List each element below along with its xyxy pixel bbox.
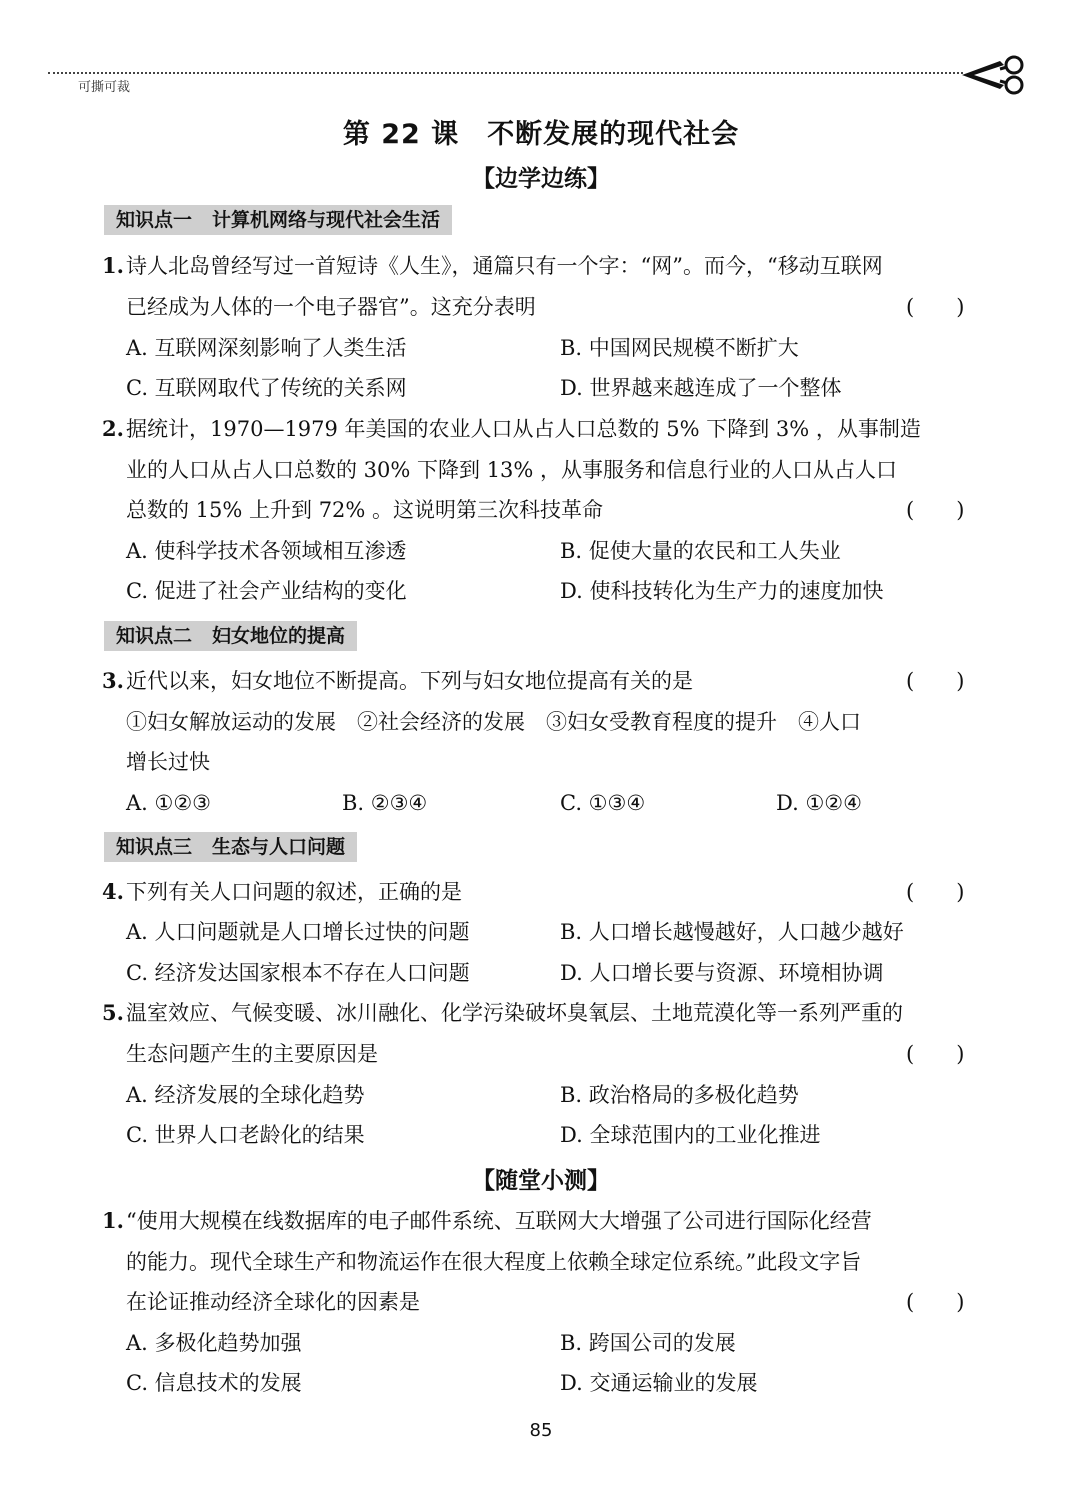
question-text: 据统计，1970—1979 年美国的农业人口从占人口总数的 5% 下降到 3% ，从事制造: [126, 417, 921, 441]
question-text: ①妇女解放运动的发展 ②社会经济的发展 ③妇女受教育程度的提升 ④人口: [126, 710, 861, 734]
question-text: 的能力。现代全球生产和物流运作在很大程度上依赖全球定位系统。”此段文字旨: [126, 1250, 862, 1274]
question-text: 总数的 15% 上升到 72% 。这说明第三次科技革命: [126, 498, 604, 522]
lesson-name: 不断发展的现代社会: [487, 119, 740, 150]
option-a: A. 经济发展的全球化趋势: [126, 1083, 365, 1107]
page-number: 85: [529, 1420, 553, 1441]
kp-title: 计算机网络与现代社会生活: [212, 209, 441, 231]
question-number: 4.: [102, 879, 124, 904]
option-c: C. 经济发达国家根本不存在人口问题: [126, 961, 470, 985]
lesson-number: 第 22 课: [342, 119, 460, 150]
option-b: B. 人口增长越慢越好，人口越少越好: [560, 920, 904, 944]
question-text: 已经成为人体的一个电子器官”。这充分表明: [126, 295, 536, 319]
question-text: 增长过快: [126, 750, 210, 774]
option-b: B. 跨国公司的发展: [560, 1331, 736, 1355]
option-d: D. 交通运输业的发展: [560, 1371, 758, 1395]
option-a: A. 使科学技术各领域相互渗透: [126, 539, 407, 563]
option-a: A. 人口问题就是人口增长过快的问题: [126, 920, 470, 944]
option-b: B. 中国网民规模不断扩大: [560, 336, 799, 360]
cut-line: [48, 72, 963, 74]
knowledge-point-1: [104, 205, 452, 235]
answer-bracket[interactable]: ( ): [906, 295, 965, 319]
question-text: 下列有关人口问题的叙述，正确的是: [126, 880, 462, 904]
question-number: 5.: [102, 1000, 124, 1025]
option-a: A. 互联网深刻影响了人类生活: [126, 336, 407, 360]
section-title-practice: 【边学边练】: [472, 166, 610, 192]
option-c: C. ①③④: [560, 791, 646, 815]
answer-bracket[interactable]: ( ): [906, 880, 965, 904]
question-number: 2.: [102, 416, 124, 441]
cut-label: 可撕可裁: [78, 80, 131, 95]
kp-title: 妇女地位的提高: [212, 625, 346, 647]
option-d: D. ①②④: [776, 791, 862, 815]
knowledge-point-2: [104, 621, 357, 651]
option-d: D. 全球范围内的工业化推进: [560, 1123, 821, 1147]
option-c: C. 互联网取代了传统的关系网: [126, 376, 407, 400]
kp-label: 知识点一: [116, 209, 193, 231]
section-title-quiz: 【随堂小测】: [472, 1168, 610, 1194]
question-text: “使用大规模在线数据库的电子邮件系统、互联网大大增强了公司进行国际化经营: [126, 1209, 872, 1233]
option-a: A. 多极化趋势加强: [126, 1331, 302, 1355]
option-d: D. 世界越来越连成了一个整体: [560, 376, 842, 400]
option-c: C. 促进了社会产业结构的变化: [126, 579, 407, 603]
option-c: C. 世界人口老龄化的结果: [126, 1123, 365, 1147]
question-number: 1.: [102, 253, 124, 278]
kp-title: 生态与人口问题: [212, 836, 346, 858]
option-d: D. 使科技转化为生产力的速度加快: [560, 579, 884, 603]
option-a: A. ①②③: [126, 791, 211, 815]
option-c: C. 信息技术的发展: [126, 1371, 302, 1395]
kp-label: 知识点三: [116, 836, 193, 858]
option-b: B. 政治格局的多极化趋势: [560, 1083, 799, 1107]
question-text: 近代以来，妇女地位不断提高。下列与妇女地位提高有关的是: [126, 669, 693, 693]
answer-bracket[interactable]: ( ): [906, 498, 965, 522]
lesson-title: [0, 112, 1082, 151]
question-number: 1.: [102, 1208, 124, 1233]
option-b: B. ②③④: [342, 791, 428, 815]
option-d: D. 人口增长要与资源、环境相协调: [560, 961, 884, 985]
answer-bracket[interactable]: ( ): [906, 1042, 965, 1066]
option-b: B. 促使大量的农民和工人失业: [560, 539, 841, 563]
question-text: 诗人北岛曾经写过一首短诗《人生》，通篇只有一个字：“网”。而今，“移动互联网: [126, 254, 883, 278]
knowledge-point-3: [104, 832, 357, 862]
question-text: 业的人口从占人口总数的 30% 下降到 13% ，从事服务和信息行业的人口从占人口: [126, 458, 898, 482]
kp-label: 知识点二: [116, 625, 193, 647]
question-text: 在论证推动经济全球化的因素是: [126, 1290, 420, 1314]
answer-bracket[interactable]: ( ): [906, 669, 965, 693]
scissors-icon: [960, 55, 1028, 95]
question-number: 3.: [102, 668, 124, 693]
answer-bracket[interactable]: ( ): [906, 1290, 965, 1314]
question-text: 生态问题产生的主要原因是: [126, 1042, 378, 1066]
question-text: 温室效应、气候变暖、冰川融化、化学污染破坏臭氧层、土地荒漠化等一系列严重的: [126, 1001, 903, 1025]
